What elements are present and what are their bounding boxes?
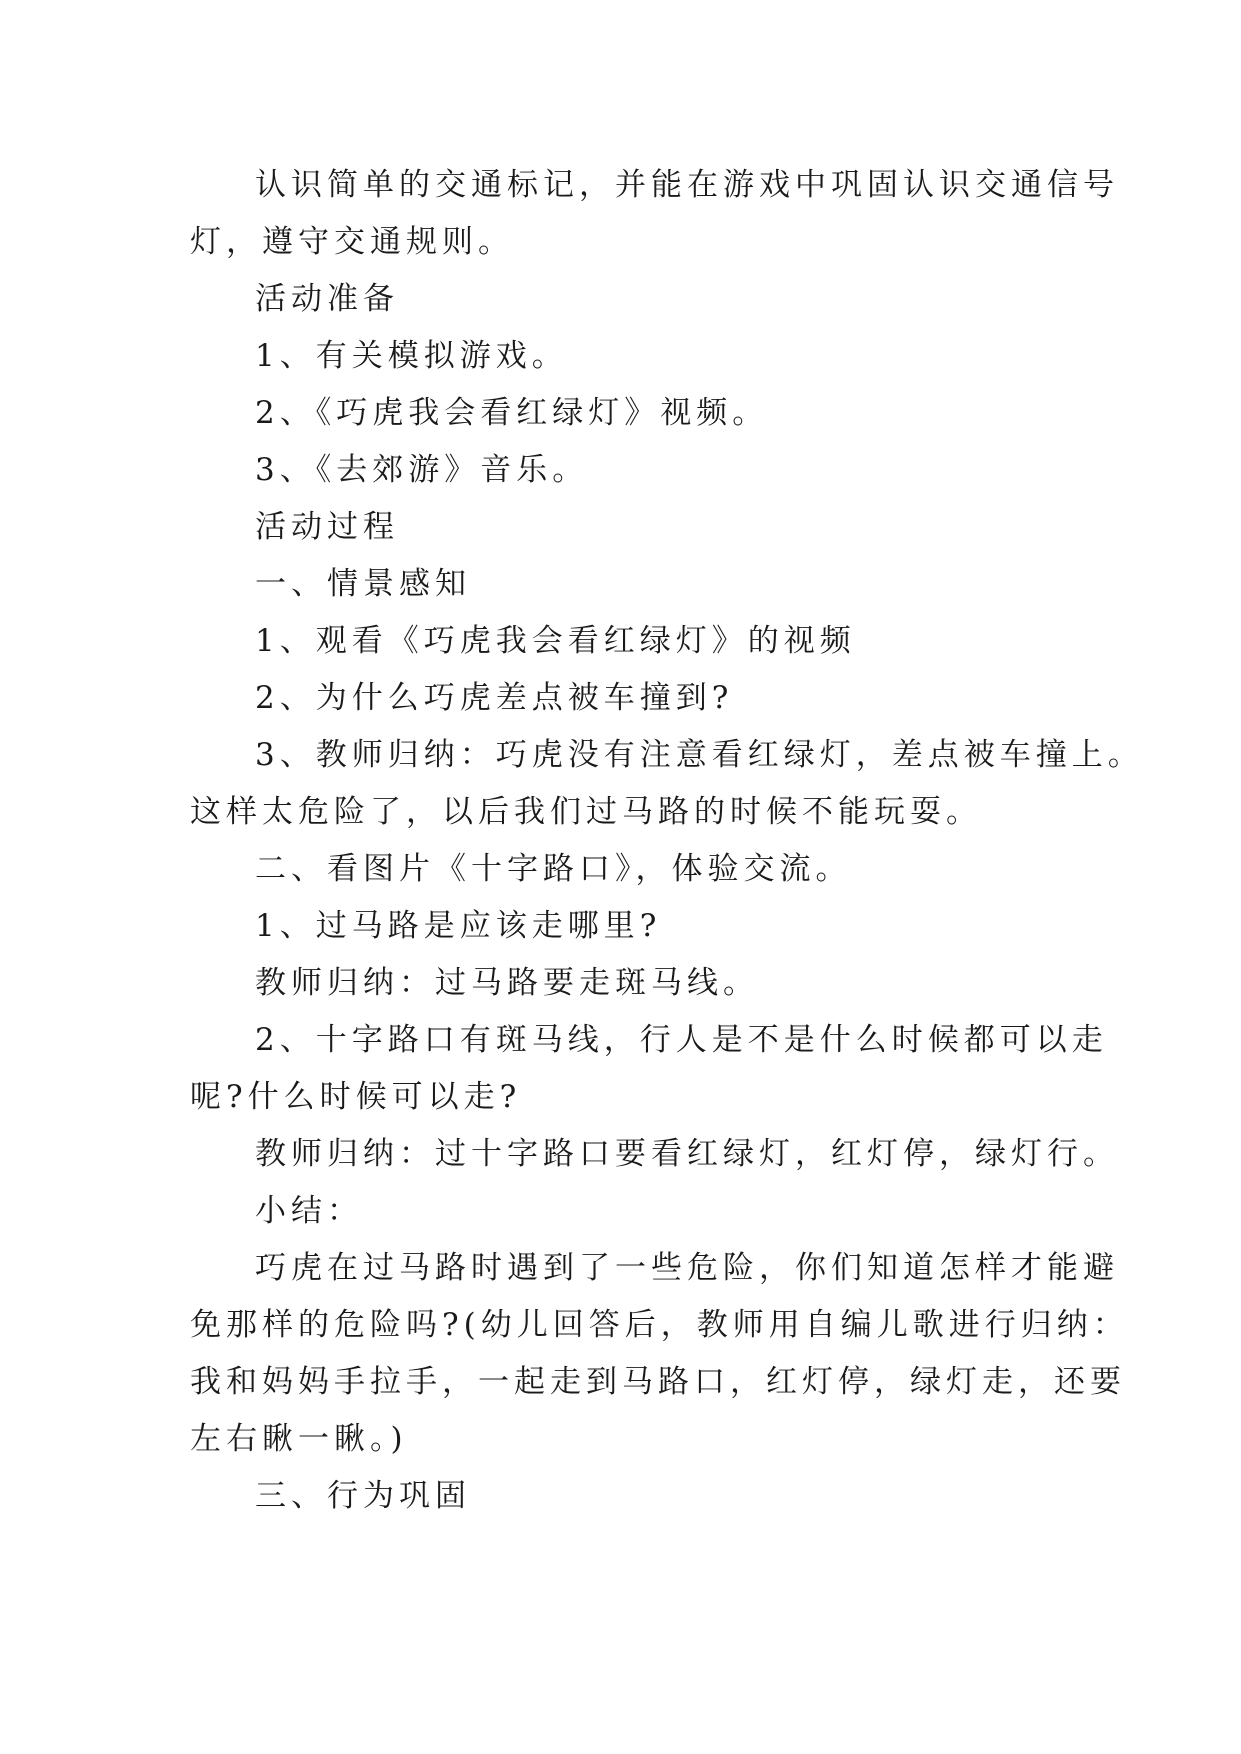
section-heading: 小结： (255, 1193, 363, 1229)
list-item: 1、过马路是应该走哪里? (255, 908, 662, 944)
list-item: 2、《巧虎我会看红绿灯》视频。 (255, 395, 769, 431)
paragraph-line: 巧虎在过马路时遇到了一些危险，你们知道怎样才能避 (255, 1250, 1119, 1286)
paragraph-line: 这样太危险了，以后我们过马路的时候不能玩耍。 (190, 794, 982, 830)
paragraph-line: 我和妈妈手拉手，一起走到马路口，红灯停，绿灯走，还要 (190, 1364, 1126, 1400)
paragraph-line: 灯，遵守交通规则。 (190, 224, 514, 260)
section-heading: 活动过程 (255, 509, 399, 545)
list-item: 2、为什么巧虎差点被车撞到? (255, 680, 734, 716)
list-item: 3、《去郊游》音乐。 (255, 452, 589, 488)
paragraph-line: 呢?什么时候可以走? (190, 1079, 522, 1115)
paragraph-line: 免那样的危险吗?(幼儿回答后，教师用自编儿歌进行归纳： (190, 1307, 1129, 1343)
list-item: 1、有关模拟游戏。 (255, 338, 568, 374)
subsection-heading: 一、情景感知 (255, 566, 471, 602)
list-item: 2、十字路口有斑马线，行人是不是什么时候都可以走 (255, 1022, 1108, 1058)
list-item: 3、教师归纳：巧虎没有注意看红绿灯，差点被车撞上。 (255, 737, 1144, 773)
subsection-heading: 二、看图片《十字路口》，体验交流。 (255, 851, 852, 887)
paragraph-line: 左右瞅一瞅。) (190, 1421, 408, 1457)
paragraph-line: 教师归纳：过马路要走斑马线。 (255, 965, 759, 1001)
section-heading: 活动准备 (255, 281, 399, 317)
subsection-heading: 三、行为巩固 (255, 1478, 471, 1514)
paragraph-line: 认识简单的交通标记，并能在游戏中巩固认识交通信号 (255, 167, 1119, 203)
list-item: 1、观看《巧虎我会看红绿灯》的视频 (255, 623, 856, 659)
paragraph-line: 教师归纳：过十字路口要看红绿灯，红灯停，绿灯行。 (255, 1136, 1119, 1172)
